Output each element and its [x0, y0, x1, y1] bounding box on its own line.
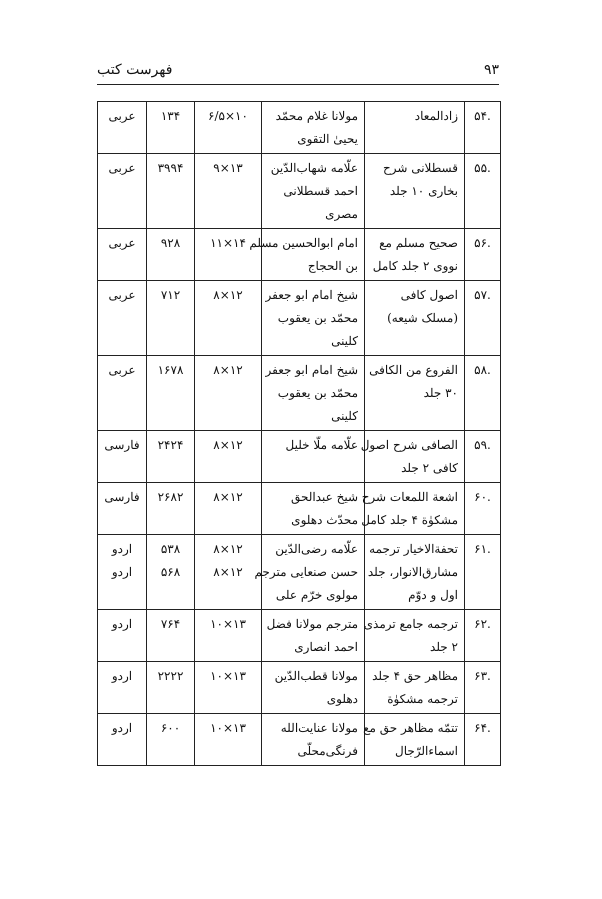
pages-line: ۷۱۲: [160, 288, 181, 302]
row-number-text: .۵۷: [474, 288, 491, 302]
book-title-line: مشکوٰة ۴ جلد کامل: [361, 513, 458, 527]
size-line: ۱۲×۸: [213, 288, 243, 302]
book-title-line: کافی ۲ جلد: [401, 461, 458, 475]
author-line: مولانا قطب‌الدّین: [274, 669, 358, 683]
size-cell: [195, 535, 262, 610]
book-title-cell: [365, 281, 465, 356]
book-title-cell: [365, 356, 465, 431]
author-cell: [262, 356, 365, 431]
row-number-text: .۶۰: [474, 490, 491, 504]
page-header: [97, 58, 499, 80]
header-title: فهرست کتب: [97, 62, 173, 78]
row-number-cell: [465, 356, 501, 431]
author-line: دهلوی: [326, 692, 358, 706]
book-title-line: ۳۰ جلد: [423, 386, 458, 400]
row-number-cell: [465, 229, 501, 281]
book-title-line: ۲ جلد: [430, 640, 458, 654]
book-title-line: تتمّه مظاهر حق مع: [363, 721, 458, 735]
author-cell: [262, 431, 365, 483]
pages-cell: [147, 102, 195, 154]
author-cell: [262, 610, 365, 662]
book-title-line: ترجمه جامع ترمذی: [363, 617, 458, 631]
row-number-cell: [465, 714, 501, 766]
size-line: ۱۲×۸: [213, 542, 243, 556]
language-cell: [98, 714, 147, 766]
table-row: [98, 662, 501, 714]
size-line: ۱۳×۱۰: [210, 721, 246, 735]
pages-cell: [147, 431, 195, 483]
author-line: محدّث دهلوی: [291, 513, 358, 527]
row-number-cell: [465, 483, 501, 535]
book-title-cell: [365, 229, 465, 281]
language-line: اردو: [111, 721, 133, 735]
language-line: فارسی: [104, 490, 140, 504]
pages-cell: [147, 229, 195, 281]
table-row: [98, 229, 501, 281]
book-title-line: الصافی شرح اصول: [360, 438, 458, 452]
book-title-line: مظاهر حق ۴ جلد: [372, 669, 458, 683]
language-line: اردو: [111, 669, 133, 683]
size-line: ۱۰×۶/۵: [208, 109, 248, 123]
author-line: مولانا غلام محمّد: [275, 109, 358, 123]
table-row: [98, 483, 501, 535]
author-line: شیخ امام ابو جعفر: [265, 363, 358, 377]
book-title-line: اول و دوّم: [408, 588, 458, 602]
size-cell: [195, 154, 262, 229]
table-row: [98, 610, 501, 662]
book-title-line: اشعة اللمعات شرح: [361, 490, 458, 504]
size-line: ۱۲×۸: [213, 565, 243, 579]
book-title-cell: [365, 610, 465, 662]
author-cell: [249, 229, 365, 281]
size-line: ۱۲×۸: [213, 363, 243, 377]
language-cell: [98, 154, 147, 229]
row-number-text: .۵۴: [474, 109, 491, 123]
row-number-text: .۶۳: [474, 669, 491, 683]
row-number-cell: [465, 281, 501, 356]
row-number-text: .۶۲: [474, 617, 491, 631]
book-title-cell: [365, 102, 465, 154]
pages-line: ۲۴۲۴: [157, 438, 184, 452]
row-number-text: .۵۵: [474, 161, 491, 175]
pages-cell: [147, 714, 195, 766]
language-line: فارسی: [104, 438, 140, 452]
pages-line: ۹۲۸: [160, 236, 181, 250]
book-title-cell: [365, 154, 465, 229]
author-line: یحییٰ التقوی: [297, 132, 358, 146]
book-title-line: صحیح مسلم مع: [379, 236, 458, 250]
author-line: محمّد بن یعقوب: [277, 386, 358, 400]
language-cell: [98, 610, 147, 662]
book-title-cell: [365, 662, 465, 714]
size-line: ۱۲×۸: [213, 438, 243, 452]
author-line: امام ابوالحسین مسلم: [249, 236, 358, 250]
row-number-text: .۵۹: [474, 438, 491, 452]
author-line: احمد انصاری: [294, 640, 358, 654]
author-line: حسن صنعایی مترجم: [254, 565, 358, 579]
pages-cell: [147, 610, 195, 662]
author-line: بن الحجاج: [307, 259, 358, 273]
author-line: مولوی خرّم علی: [275, 588, 358, 602]
pages-line: ۵۶۸: [160, 565, 181, 579]
language-line: عربی: [108, 363, 136, 377]
size-line: ۱۳×۹: [213, 161, 243, 175]
author-line: شیخ امام ابو جعفر: [265, 288, 358, 302]
size-line: ۱۴×۱۱: [210, 236, 246, 250]
author-line: علّامه ملّا خلیل: [285, 438, 358, 452]
book-title-line: الفروع من الکافی: [369, 363, 458, 377]
author-line: مترجم مولانا فضل: [266, 617, 358, 631]
size-cell: [195, 483, 262, 535]
author-line: فرنگی‌محلّی: [297, 744, 358, 758]
row-number-cell: [465, 610, 501, 662]
author-line: کلینی: [331, 334, 358, 348]
pages-line: ۱۳۴: [160, 109, 181, 123]
row-number-cell: [465, 154, 501, 229]
language-cell: [98, 229, 147, 281]
row-number-text: .۵۸: [474, 363, 491, 377]
pages-line: ۷۶۴: [160, 617, 181, 631]
language-line: عربی: [108, 161, 136, 175]
table-row: [98, 356, 501, 431]
language-cell: [98, 535, 147, 610]
author-line: محمّد بن یعقوب: [277, 311, 358, 325]
author-cell: [262, 281, 365, 356]
table-row: [98, 281, 501, 356]
size-cell: [195, 610, 262, 662]
book-title-line: بخاری ۱۰ جلد: [389, 184, 458, 198]
row-number-text: .۶۴: [474, 721, 491, 735]
language-cell: [98, 356, 147, 431]
table-row: [98, 154, 501, 229]
book-title-line: مشارق‌الانوار، جلد: [367, 565, 458, 579]
size-cell: [195, 714, 262, 766]
pages-line: ۲۲۲۲: [157, 669, 184, 683]
author-line: مولانا عنایت‌الله: [280, 721, 358, 735]
language-line: اردو: [111, 617, 133, 631]
size-cell: [195, 356, 262, 431]
pages-cell: [147, 281, 195, 356]
book-title-line: زادالمعاد: [414, 109, 458, 123]
book-title-cell: [360, 431, 465, 483]
author-line: احمد قسطلانی: [283, 184, 358, 198]
language-cell: [98, 281, 147, 356]
page-number: ۹۳: [483, 62, 499, 78]
author-cell: [262, 662, 365, 714]
pages-cell: [147, 154, 195, 229]
pages-line: ۶۰۰: [160, 721, 181, 735]
row-number-text: .۵۶: [474, 236, 491, 250]
book-title-line: اسماءالرّجال: [394, 744, 458, 758]
language-cell: [98, 662, 147, 714]
size-line: ۱۳×۱۰: [210, 617, 246, 631]
row-number-cell: [465, 662, 501, 714]
book-title-cell: [365, 535, 465, 610]
table-row: [98, 714, 501, 766]
author-cell: [262, 154, 365, 229]
book-title-cell: [361, 483, 465, 535]
size-cell: [195, 102, 262, 154]
author-cell: [262, 714, 365, 766]
pages-line: ۱۶۷۸: [157, 363, 184, 377]
author-line: مصری: [325, 207, 358, 221]
book-catalog-table: [97, 101, 501, 766]
pages-cell: [147, 662, 195, 714]
language-line: اردو: [111, 542, 133, 556]
language-cell: [98, 483, 147, 535]
language-line: عربی: [108, 109, 136, 123]
book-title-cell: [365, 714, 465, 766]
row-number-text: .۶۱: [474, 542, 491, 556]
author-cell: [262, 102, 365, 154]
pages-line: ۵۳۸: [160, 542, 181, 556]
language-line: عربی: [108, 288, 136, 302]
size-line: ۱۳×۱۰: [210, 669, 246, 683]
header-rule: [97, 84, 499, 85]
language-line: عربی: [108, 236, 136, 250]
language-cell: [98, 431, 147, 483]
pages-cell: [147, 535, 195, 610]
row-number-cell: [465, 102, 501, 154]
language-line: اردو: [111, 565, 133, 579]
table-row: [98, 102, 501, 154]
author-line: کلینی: [331, 409, 358, 423]
author-line: علّامه شهاب‌الدّین: [270, 161, 358, 175]
author-line: علّامه رضی‌الدّین: [275, 542, 358, 556]
size-cell: [195, 431, 262, 483]
table-row: [98, 431, 501, 483]
author-line: شیخ عبدالحق: [290, 490, 358, 504]
pages-line: ۳۹۹۴: [157, 161, 184, 175]
book-title-line: (مسلک شیعه): [387, 311, 458, 325]
author-cell: [262, 483, 365, 535]
size-line: ۱۲×۸: [213, 490, 243, 504]
language-cell: [98, 102, 147, 154]
book-title-line: ترجمه مشکوٰة: [387, 692, 458, 706]
book-title-line: تحفةالاخیار ترجمه: [369, 542, 458, 556]
table-row: [98, 535, 501, 610]
size-cell: [195, 662, 262, 714]
pages-line: ۲۶۸۲: [157, 490, 184, 504]
book-title-line: اصول کافی: [400, 288, 458, 302]
row-number-cell: [465, 431, 501, 483]
pages-cell: [147, 483, 195, 535]
row-number-cell: [465, 535, 501, 610]
pages-cell: [147, 356, 195, 431]
book-title-line: نووی ۲ جلد کامل: [372, 259, 458, 273]
size-cell: [195, 281, 262, 356]
book-title-line: قسطلانی شرح: [382, 161, 458, 175]
author-cell: [254, 535, 365, 610]
